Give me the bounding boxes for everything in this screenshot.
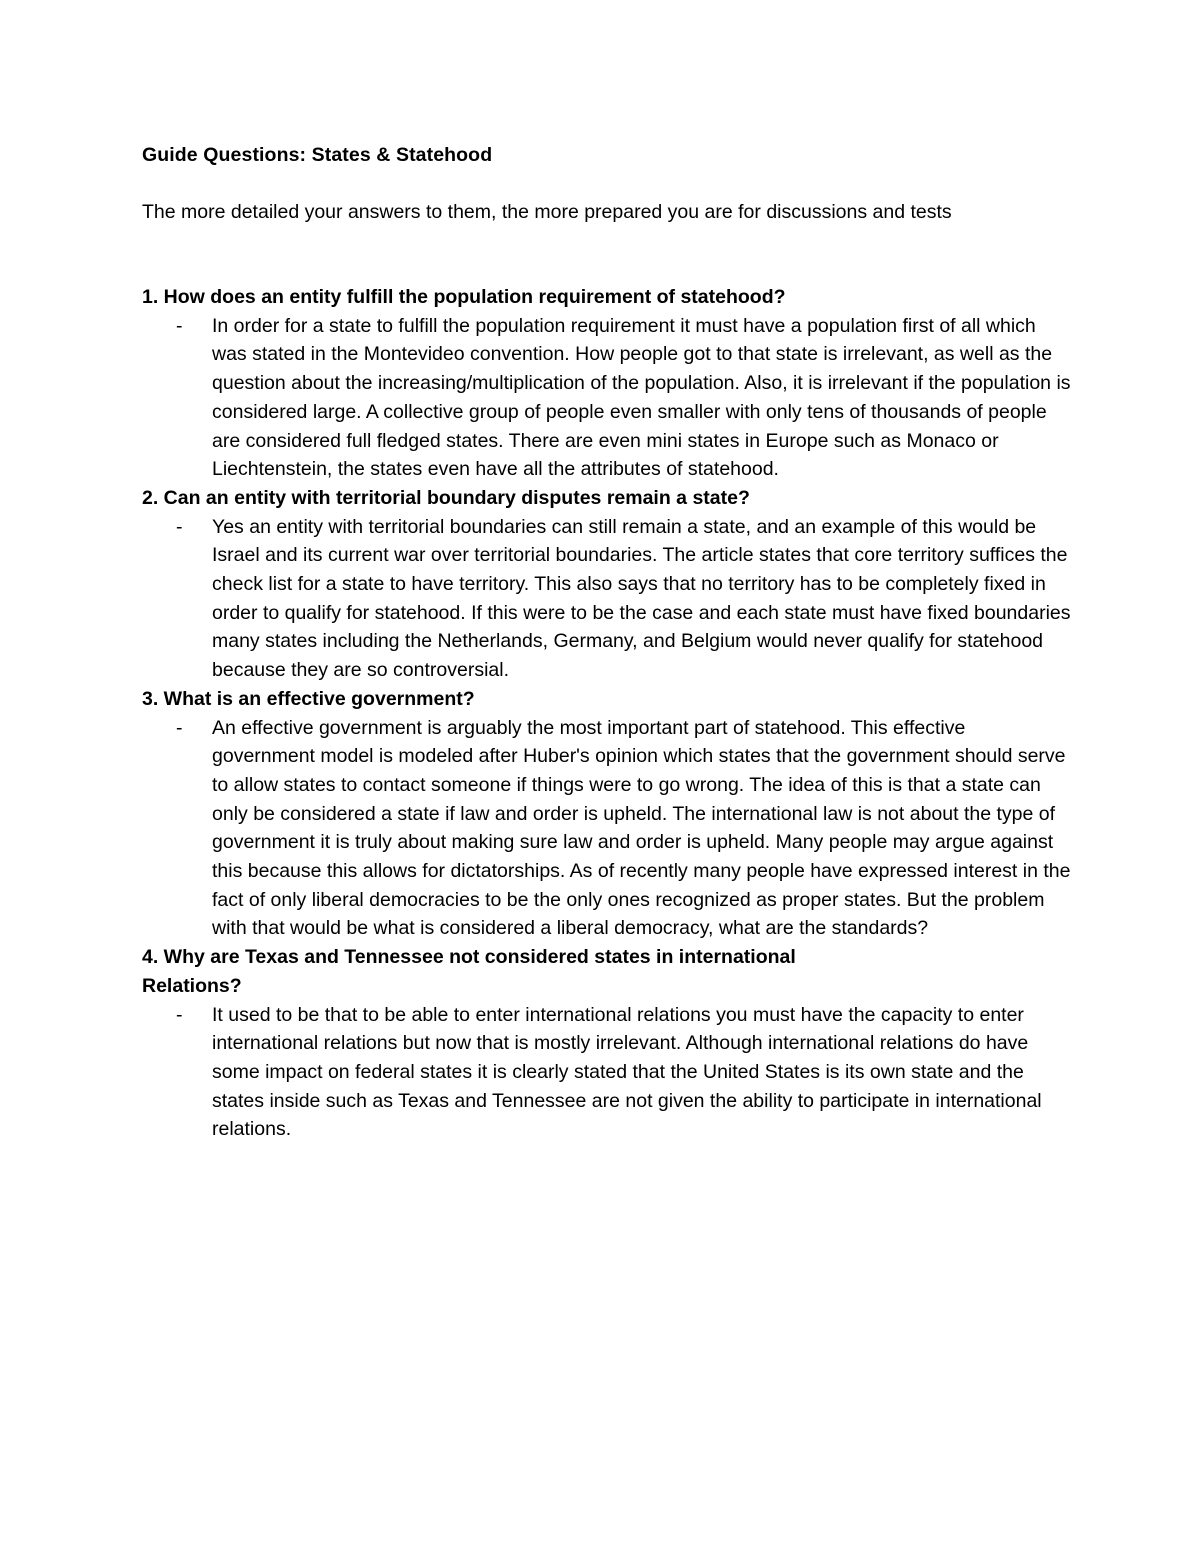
question-list xyxy=(142,283,1072,1144)
bullet-dash: - xyxy=(176,716,183,739)
question-heading: 1. How does an entity fulfill the population requirement of statehood? xyxy=(142,286,786,308)
bullet-dash: - xyxy=(176,515,183,538)
bullet-dash: - xyxy=(176,1003,183,1026)
question-block-1 xyxy=(142,283,1072,484)
answer-paragraph xyxy=(142,1001,1072,1145)
question-heading: 4. Why are Texas and Tennessee not considered states in international Relations? xyxy=(142,946,796,997)
answer-text: Yes an entity with territorial boundaries can still remain a state, and an example of this would be Israel and its current war over territorial boundaries. The article states that core territory suffices the check list for a state to have territory. This also says that no territory has to be completely fixed in order to qualify for statehood. If this were to be the case and each state must have fixed boundaries many states including the Netherlands, Germany, and Belgium would never qualify for statehood because they are so controversial. xyxy=(212,515,1071,682)
answer-text: An effective government is arguably the most important part of statehood. This effective government model is modeled after Huber's opinion which states that the government should serve to allow states to contact someone if things were to go wrong. The idea of this is that a state can only be considered a state if law and order is upheld. The international law is not about the type of government it is truly about making sure law and order is upheld. Many people may argue against this because this allows for dictatorships. As of recently many people have expressed interest in the fact of only liberal democracies to be the only ones recognized as proper states. But the problem with that would be what is considered a liberal democracy, what are the standards? xyxy=(212,716,1071,940)
answer-paragraph xyxy=(142,714,1072,944)
question-heading: 2. Can an entity with territorial boundary disputes remain a state? xyxy=(142,486,750,509)
question-block-4 xyxy=(142,943,1072,1144)
answer-text: It used to be that to be able to enter international relations you must have the capacity to enter international relations but now that is mostly irrelevant. Although international relations do have some impact on federal states it is clearly stated that the United States is its own state and the states inside such as Texas and Tennessee are not given the ability to participate in international relations. xyxy=(212,1003,1042,1141)
document-subtitle: The more detailed your answers to them, the more prepared you are for discussions and tests xyxy=(142,201,952,223)
question-heading: 3. What is an effective government? xyxy=(142,687,475,710)
answer-text: In order for a state to fulfill the population requirement it must have a population first of all which was stated in the Montevideo convention. How people got to that state is irrelevant, as well as the question about the increasing/multiplication of the population. Also, it is irrelevant if the population is considered large. A collective group of people even smaller with only tens of thousands of people are considered full fledged states. There are even mini states in Europe such as Monaco or Liechtenstein, the states even have all the attributes of statehood. xyxy=(212,314,1071,481)
document-title: Guide Questions: States & Statehood xyxy=(142,144,493,166)
bullet-dash: - xyxy=(176,314,183,337)
question-block-3 xyxy=(142,685,1072,943)
answer-paragraph xyxy=(142,513,1072,685)
question-block-2 xyxy=(142,484,1072,685)
answer-paragraph xyxy=(142,312,1072,484)
